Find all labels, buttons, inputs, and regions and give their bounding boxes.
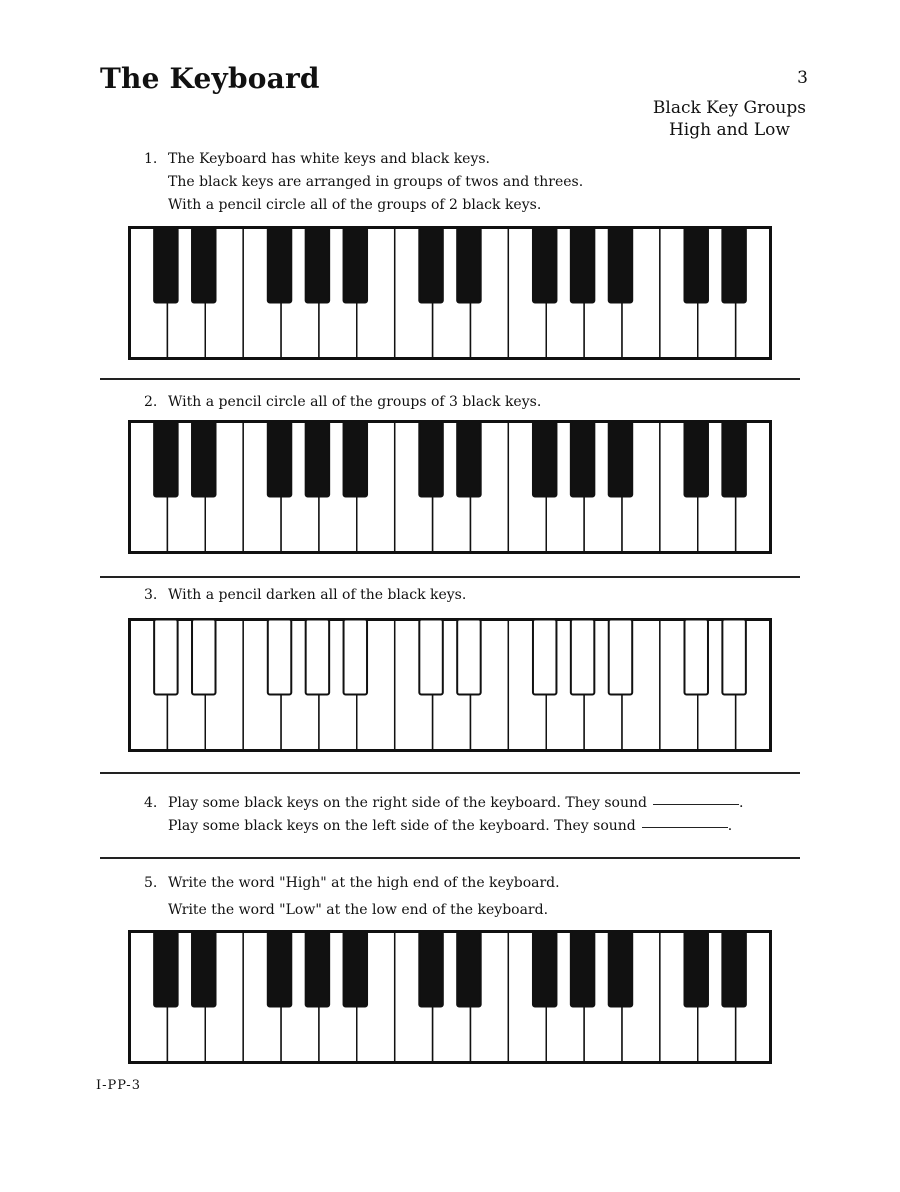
black-key-outline[interactable] [344, 620, 367, 695]
black-key[interactable] [722, 228, 745, 303]
black-key[interactable] [192, 422, 215, 497]
black-key-outline[interactable] [419, 620, 442, 695]
black-key[interactable] [192, 228, 215, 303]
answer-blank-left[interactable] [642, 826, 728, 828]
black-key[interactable] [268, 422, 291, 497]
exercise-text: Play some black keys on the left side of the keyboard. They sound [168, 818, 636, 834]
keyboard-frame [130, 932, 771, 1063]
subtitle-line-1: Black Key Groups [652, 98, 806, 118]
answer-blank-right[interactable] [653, 803, 739, 805]
black-key-outline[interactable] [609, 620, 632, 695]
black-key[interactable] [609, 422, 632, 497]
black-key-outline[interactable] [154, 620, 177, 695]
black-key[interactable] [457, 932, 480, 1007]
exercise-number: 5. [144, 875, 158, 891]
exercise-text: With a pencil circle all of the groups of 3 black keys. [168, 394, 542, 410]
black-key[interactable] [457, 422, 480, 497]
exercise-text: With a pencil darken all of the black keys. [168, 587, 467, 603]
black-key[interactable] [419, 228, 442, 303]
black-key[interactable] [154, 228, 177, 303]
black-key[interactable] [533, 422, 556, 497]
exercise-text: The Keyboard has white keys and black keys. [168, 151, 491, 167]
exercise-2 [144, 391, 541, 414]
keyboard-frame [130, 228, 771, 359]
black-key[interactable] [306, 932, 329, 1007]
black-key[interactable] [609, 932, 632, 1007]
black-key[interactable] [571, 932, 594, 1007]
exercise-1 [144, 148, 583, 217]
black-key[interactable] [571, 422, 594, 497]
black-key-outline[interactable] [722, 620, 745, 695]
black-key-outline[interactable] [533, 620, 556, 695]
black-key-outline[interactable] [684, 620, 707, 695]
subtitle-line-2: High and Low [668, 120, 790, 140]
black-key-outline[interactable] [457, 620, 480, 695]
black-key[interactable] [344, 932, 367, 1007]
black-key[interactable] [571, 228, 594, 303]
divider [100, 378, 800, 380]
black-key[interactable] [344, 422, 367, 497]
black-key[interactable] [457, 228, 480, 303]
keyboard-frame [130, 620, 771, 751]
keyboard-svg [128, 618, 772, 752]
black-key[interactable] [192, 932, 215, 1007]
exercise-text: Write the word "High" at the high end of the keyboard. [168, 875, 560, 891]
black-key[interactable] [533, 932, 556, 1007]
keyboard-2[interactable] [128, 420, 772, 554]
black-key[interactable] [609, 228, 632, 303]
black-key[interactable] [684, 228, 707, 303]
black-key[interactable] [533, 228, 556, 303]
black-key[interactable] [154, 932, 177, 1007]
subtitle [653, 97, 806, 141]
keyboard-frame [130, 422, 771, 553]
black-key-outline[interactable] [192, 620, 215, 695]
keyboard-svg [128, 930, 772, 1064]
black-key[interactable] [154, 422, 177, 497]
black-key[interactable] [419, 932, 442, 1007]
divider [100, 576, 800, 578]
keyboard-1[interactable] [128, 226, 772, 360]
keyboard-svg [128, 226, 772, 360]
black-key-outline[interactable] [268, 620, 291, 695]
page-title: The Keyboard [100, 62, 320, 95]
exercise-5 [144, 872, 560, 922]
exercise-number: 1. [144, 151, 158, 167]
black-key[interactable] [722, 422, 745, 497]
black-key[interactable] [419, 422, 442, 497]
black-key[interactable] [306, 422, 329, 497]
exercise-number: 2. [144, 394, 158, 410]
exercise-number: 4. [144, 795, 158, 811]
keyboard-3[interactable] [128, 618, 772, 752]
black-key[interactable] [684, 422, 707, 497]
footer-code: I-PP-3 [96, 1078, 141, 1093]
exercise-3 [144, 584, 466, 607]
keyboard-svg [128, 420, 772, 554]
black-key[interactable] [306, 228, 329, 303]
exercise-4: 4. Play some black keys on the right side of the keyboard. They sound . Play some black keys on the left side of the keyboard. They sound . [144, 792, 743, 838]
black-key[interactable] [722, 932, 745, 1007]
black-key-outline[interactable] [571, 620, 594, 695]
black-key[interactable] [268, 932, 291, 1007]
black-key-outline[interactable] [306, 620, 329, 695]
exercise-text: Play some black keys on the right side of the keyboard. They sound [168, 795, 647, 811]
keyboard-4[interactable] [128, 930, 772, 1064]
black-key[interactable] [684, 932, 707, 1007]
black-key[interactable] [268, 228, 291, 303]
exercise-text: With a pencil circle all of the groups of 2 black keys. [168, 197, 542, 213]
exercise-number: 3. [144, 587, 158, 603]
divider [100, 857, 800, 859]
exercise-text: The black keys are arranged in groups of twos and threes. [168, 174, 584, 190]
page-number: 3 [797, 68, 808, 88]
exercise-text: Write the word "Low" at the low end of the keyboard. [168, 902, 549, 918]
black-key[interactable] [344, 228, 367, 303]
divider [100, 772, 800, 774]
